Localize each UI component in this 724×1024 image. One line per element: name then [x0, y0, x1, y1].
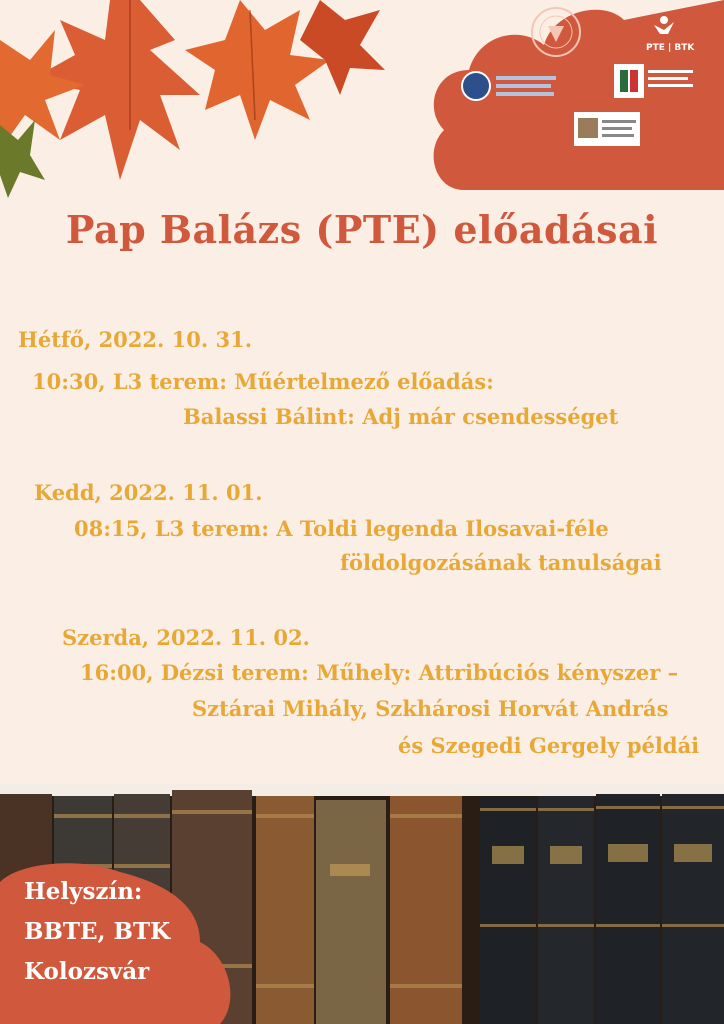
session-3-date: Szerda, 2022. 11. 02. [62, 625, 310, 650]
doctoral-school-logo [462, 72, 556, 100]
session-3-line2: Sztárai Mihály, Szkhárosi Horvát András [192, 696, 669, 721]
page-title: Pap Balázs (PTE) előadásai [65, 207, 659, 252]
session-1-line2: Balassi Bálint: Adj már csendességet [183, 404, 619, 429]
research-institute-logo [574, 112, 640, 146]
maple-leaves-decoration [0, 0, 390, 200]
venue-info [24, 872, 170, 992]
venue-city: Kolozsvár [24, 958, 150, 985]
session-2-line2: földolgozásának tanulságai [340, 550, 662, 575]
session-2-date: Kedd, 2022. 11. 01. [34, 480, 263, 505]
session-2-line1: 08:15, L3 terem: A Toldi legenda Ilosavai-féle [74, 516, 609, 541]
session-1-line1: 10:30, L3 terem: Műértelmező előadás: [32, 369, 494, 394]
partner-logos-cloud [424, 0, 724, 190]
session-3-line3: és Szegedi Gergely példái [398, 733, 700, 758]
session-3-line1: 16:00, Dézsi terem: Műhely: Attribúciós kényszer – [80, 660, 679, 685]
venue-institution: BBTE, BTK [24, 918, 171, 945]
venue-label: Helyszín: [24, 878, 143, 905]
svg-text:PTE | BTK: PTE | BTK [646, 43, 695, 53]
session-1-date: Hétfő, 2022. 10. 31. [18, 327, 253, 352]
